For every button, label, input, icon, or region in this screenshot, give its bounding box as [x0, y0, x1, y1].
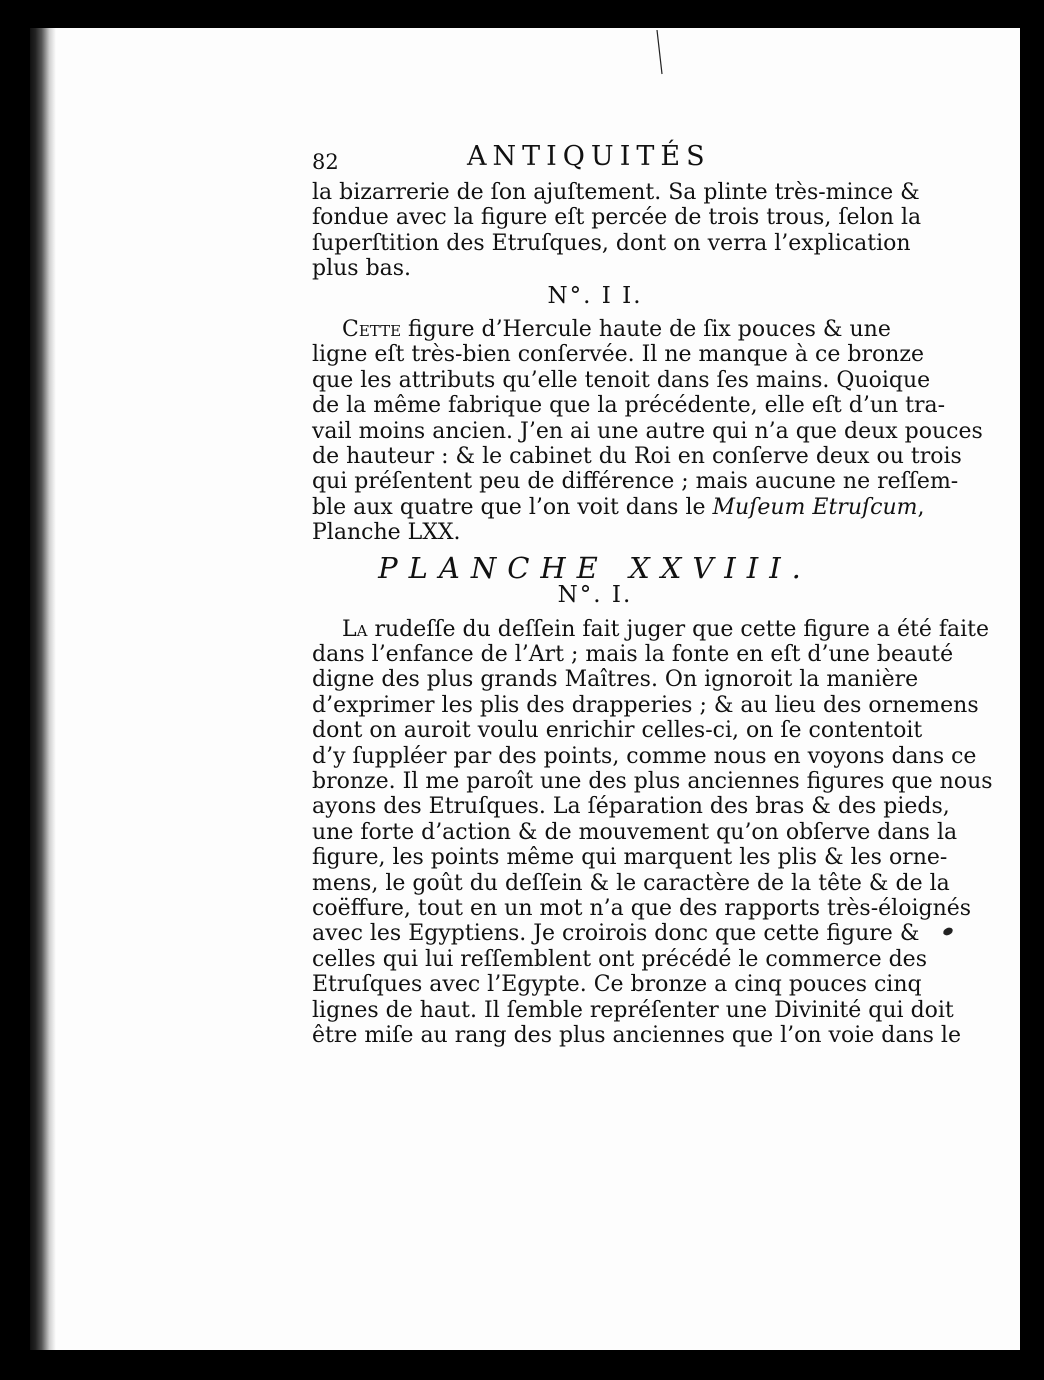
text-line [312, 616, 990, 642]
intro-paragraph [312, 180, 922, 282]
drop-word: Cette [342, 317, 402, 343]
text-line [312, 494, 925, 520]
section-ii-paragraph [312, 317, 983, 546]
book-page [30, 28, 1020, 1350]
text-line: qui préſentent peu de différence ; mais aucune ne reſſem- [312, 469, 959, 495]
page-number: 82 [312, 150, 339, 174]
text-line: d’y ſuppléer par des points, comme nous en voyons dans ce [312, 743, 977, 769]
italic-title: Muſeum Etruſcum [712, 494, 918, 520]
text-line: figure, les points même qui marquent les plis & les orne- [312, 845, 948, 871]
section-heading-i: N°. I. [557, 582, 633, 609]
text-line: d’exprimer les plis des drapperies ; & au lieu des ornemens [312, 692, 979, 718]
text-line: la bizarrerie de ſon ajuſtement. Sa plinte très-mince & [312, 180, 920, 205]
text-line: ligne eſt très-bien conſervée. Il ne manque à ce bronze [312, 342, 924, 368]
text-line [312, 317, 891, 343]
ink-blot [942, 926, 954, 937]
drop-word: La [342, 616, 368, 642]
text-line: vail moins ancien. J’en ai une autre qui n’a que deux pouces [312, 418, 983, 444]
text-line: une forte d’action & de mouvement qu’on obſerve dans la [312, 819, 958, 845]
text-run: rudeſſe du deſſein fait juger que cette figure a été faite [367, 616, 990, 642]
running-head [312, 141, 878, 180]
text-line: Etruſques avec l’Egypte. Ce bronze a cinq pouces cinq [312, 972, 922, 998]
text-line: dans l’enfance de l’Art ; mais la fonte en eſt d’une beauté [312, 641, 954, 667]
text-run: , [917, 494, 925, 520]
text-line: que les attributs qu’elle tenoit dans ſes mains. Quoique [312, 367, 931, 393]
page-scratch-mark [656, 30, 664, 76]
text-line: digne des plus grands Maîtres. On ignoroit la manière [312, 667, 919, 693]
text-line: fondue avec la figure eſt percée de trois trous, ſelon la [312, 205, 922, 231]
text-line: bronze. Il me paroît une des plus anciennes figures que nous [312, 768, 993, 794]
text-line: de hauteur : & le cabinet du Roi en conſerve deux ou trois [312, 444, 962, 470]
text-line: plus bas. [312, 256, 412, 282]
text-line: coëffure, tout en un mot n’a que des rapports très-éloignés [312, 895, 972, 921]
text-line: dont on auroit voulu enrichir celles-ci, on ſe contentoit [312, 718, 923, 744]
plate-paragraph [312, 616, 993, 1049]
text-line: Planche LXX. [312, 520, 461, 546]
plate-title: PLANCHE XXVIII. [378, 550, 812, 585]
text-line: avec les Egyptiens. Je croirois donc que cette figure & [312, 921, 920, 947]
section-heading-ii: N°. I I. [547, 282, 643, 309]
text-line: de la même fabrique que la précédente, elle eſt d’un tra- [312, 393, 946, 419]
text-line: être miſe au rang des plus anciennes que l’on voie dans le [312, 1023, 961, 1048]
text-line: lignes de haut. Il ſemble repréſenter une Divinité qui doit [312, 997, 954, 1023]
text-line: ſuperſtition des Etruſques, dont on verra l’explication [312, 230, 911, 256]
text-line: ayons des Etruſques. La ſéparation des bras & des pieds, [312, 794, 950, 820]
text-run: ble aux quatre que l’on voit dans le [312, 494, 713, 520]
text-run: figure d’Hercule haute de ſix pouces & une [401, 317, 891, 343]
running-title: ANTIQUITÉS [467, 141, 711, 172]
text-line: celles qui lui reſſemblent ont précédé le commerce des [312, 946, 927, 972]
page-text [312, 141, 993, 1048]
text-line: mens, le goût du deſſein & le caractère de la tête & de la [312, 870, 950, 896]
page-binding-edge [30, 28, 56, 1350]
